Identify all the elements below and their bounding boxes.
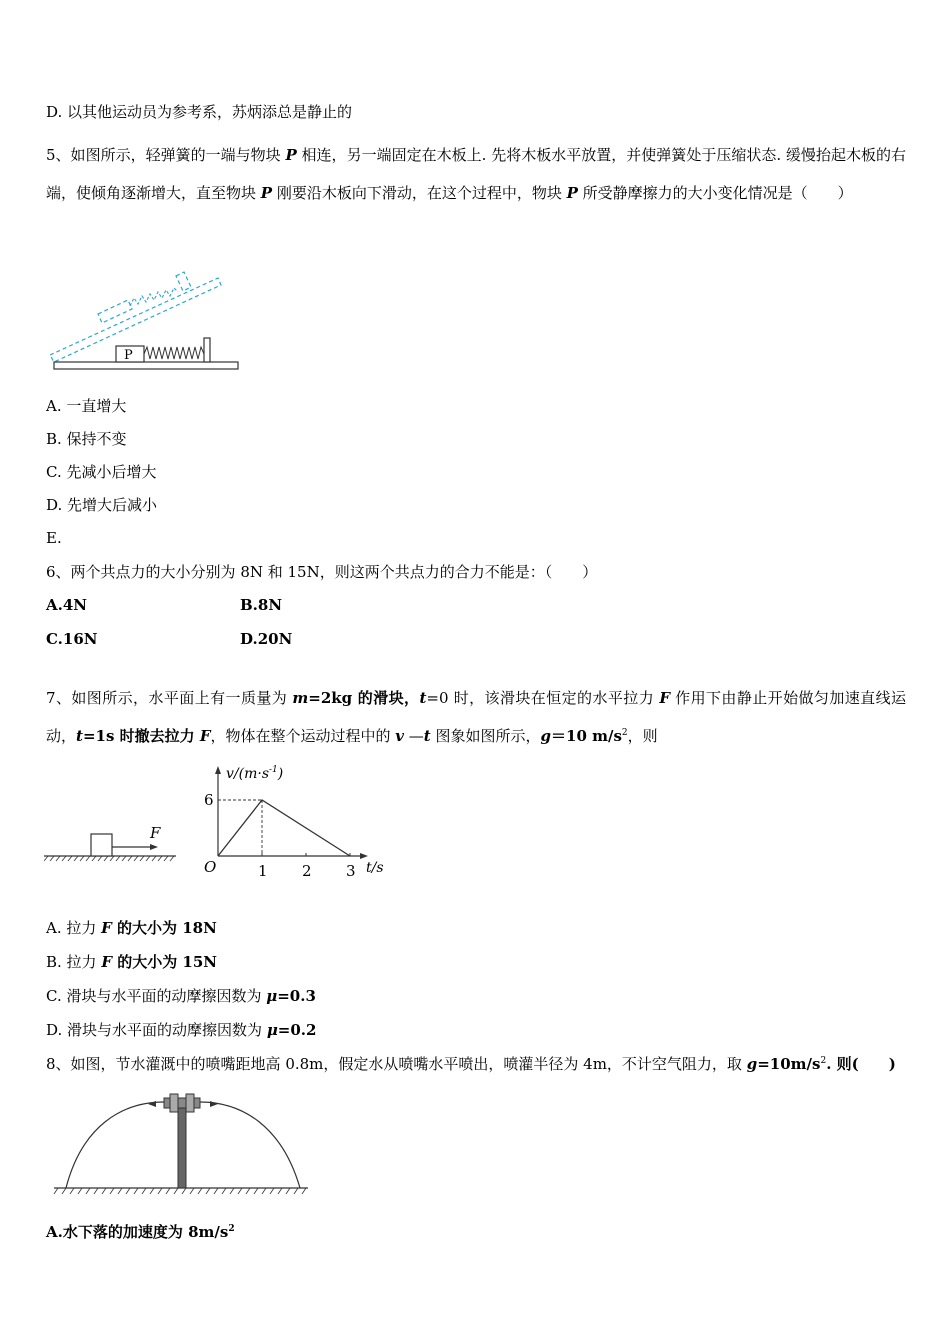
vt-y-tick-label-1: 6 xyxy=(204,791,214,809)
q7-option-c: C. 滑块与水平面的动摩擦因数为 μ=0.3 xyxy=(46,987,316,1005)
q4-option-d: D. 以其他运动员为参考系，苏炳添总是静止的 xyxy=(46,103,353,121)
q5-option-c: C. 先减小后增大 xyxy=(46,463,157,481)
q7-option-b: B. 拉力 F 的大小为 15N xyxy=(46,953,218,971)
vt-x-label: t/s xyxy=(366,860,384,876)
q6-option-a: A.4N xyxy=(46,596,88,614)
vt-origin-label: O xyxy=(204,858,217,876)
q7-option-d: D. 滑块与水平面的动摩擦因数为 μ=0.2 xyxy=(46,1021,317,1039)
vt-series-line xyxy=(218,800,350,856)
q8-stem: 8、如图，节水灌溉中的喷嘴距地高 0.8m，假定水从喷嘴水平喷出，喷灌半径为 4m，不计空气阻力，取 $g=10m/s^2$. 则( ) xyxy=(46,1055,896,1073)
q7-option-a: A. 拉力 F 的大小为 18N xyxy=(46,919,217,937)
vt-y-arrow xyxy=(215,766,221,774)
vt-x-tick-label-3: 3 xyxy=(346,862,356,880)
vt-x-tick-label-2: 2 xyxy=(302,862,312,880)
q6-option-b: B.8N xyxy=(240,596,283,614)
q7-force-label: F xyxy=(150,824,161,842)
q7-vt-chart xyxy=(196,760,396,882)
q5-option-b: B. 保持不变 xyxy=(46,430,127,448)
q6-stem: 6、两个共点力的大小分别为 8N 和 15N，则这两个共点力的合力不能是：（ ） xyxy=(46,563,598,581)
q6-option-d: D.20N xyxy=(240,630,293,648)
q8-sprinkler-figure xyxy=(52,1088,312,1200)
q7-block-force-figure xyxy=(44,820,180,870)
q5-spring-board-figure xyxy=(46,258,246,376)
q8-option-a: A.水下落的加速度为 $8m/s^2$ xyxy=(46,1223,235,1241)
q5-option-d: D. 先增大后减小 xyxy=(46,496,158,514)
q5-stem: 5、如图所示，轻弹簧的一端与物块 P 相连，另一端固定在木板上. 先将木板水平放置，并使弹簧处于压缩状态. 缓慢抬起木板的右端，使倾角逐渐增大，直至物块 P 刚要沿木板向下滑动，在这个过程中，物块 P 所受静摩擦力的大小变化情况是（ ） xyxy=(46,146,906,202)
q5-figure-block-label: P xyxy=(124,348,133,363)
q5-option-a: A. 一直增大 xyxy=(46,397,127,415)
q6-option-c: C.16N xyxy=(46,630,98,648)
q5-option-e: E. xyxy=(46,529,62,547)
q7-stem: 7、如图所示，水平面上有一质量为 m=2kg 的滑块，t=0 时，该滑块在恒定的水平拉力 F 作用下由静止开始做匀加速直线运动，t=1s 时撤去拉力 F，物体在整个运动过程中的 v —t 图象如图所示，g＝10 $m/s^2$，则 xyxy=(46,689,907,745)
vt-x-arrow xyxy=(360,853,368,859)
vt-y-label: $v/(m\cdot s^{-1})$ xyxy=(226,765,284,782)
vt-x-tick-label-1: 1 xyxy=(258,862,268,880)
